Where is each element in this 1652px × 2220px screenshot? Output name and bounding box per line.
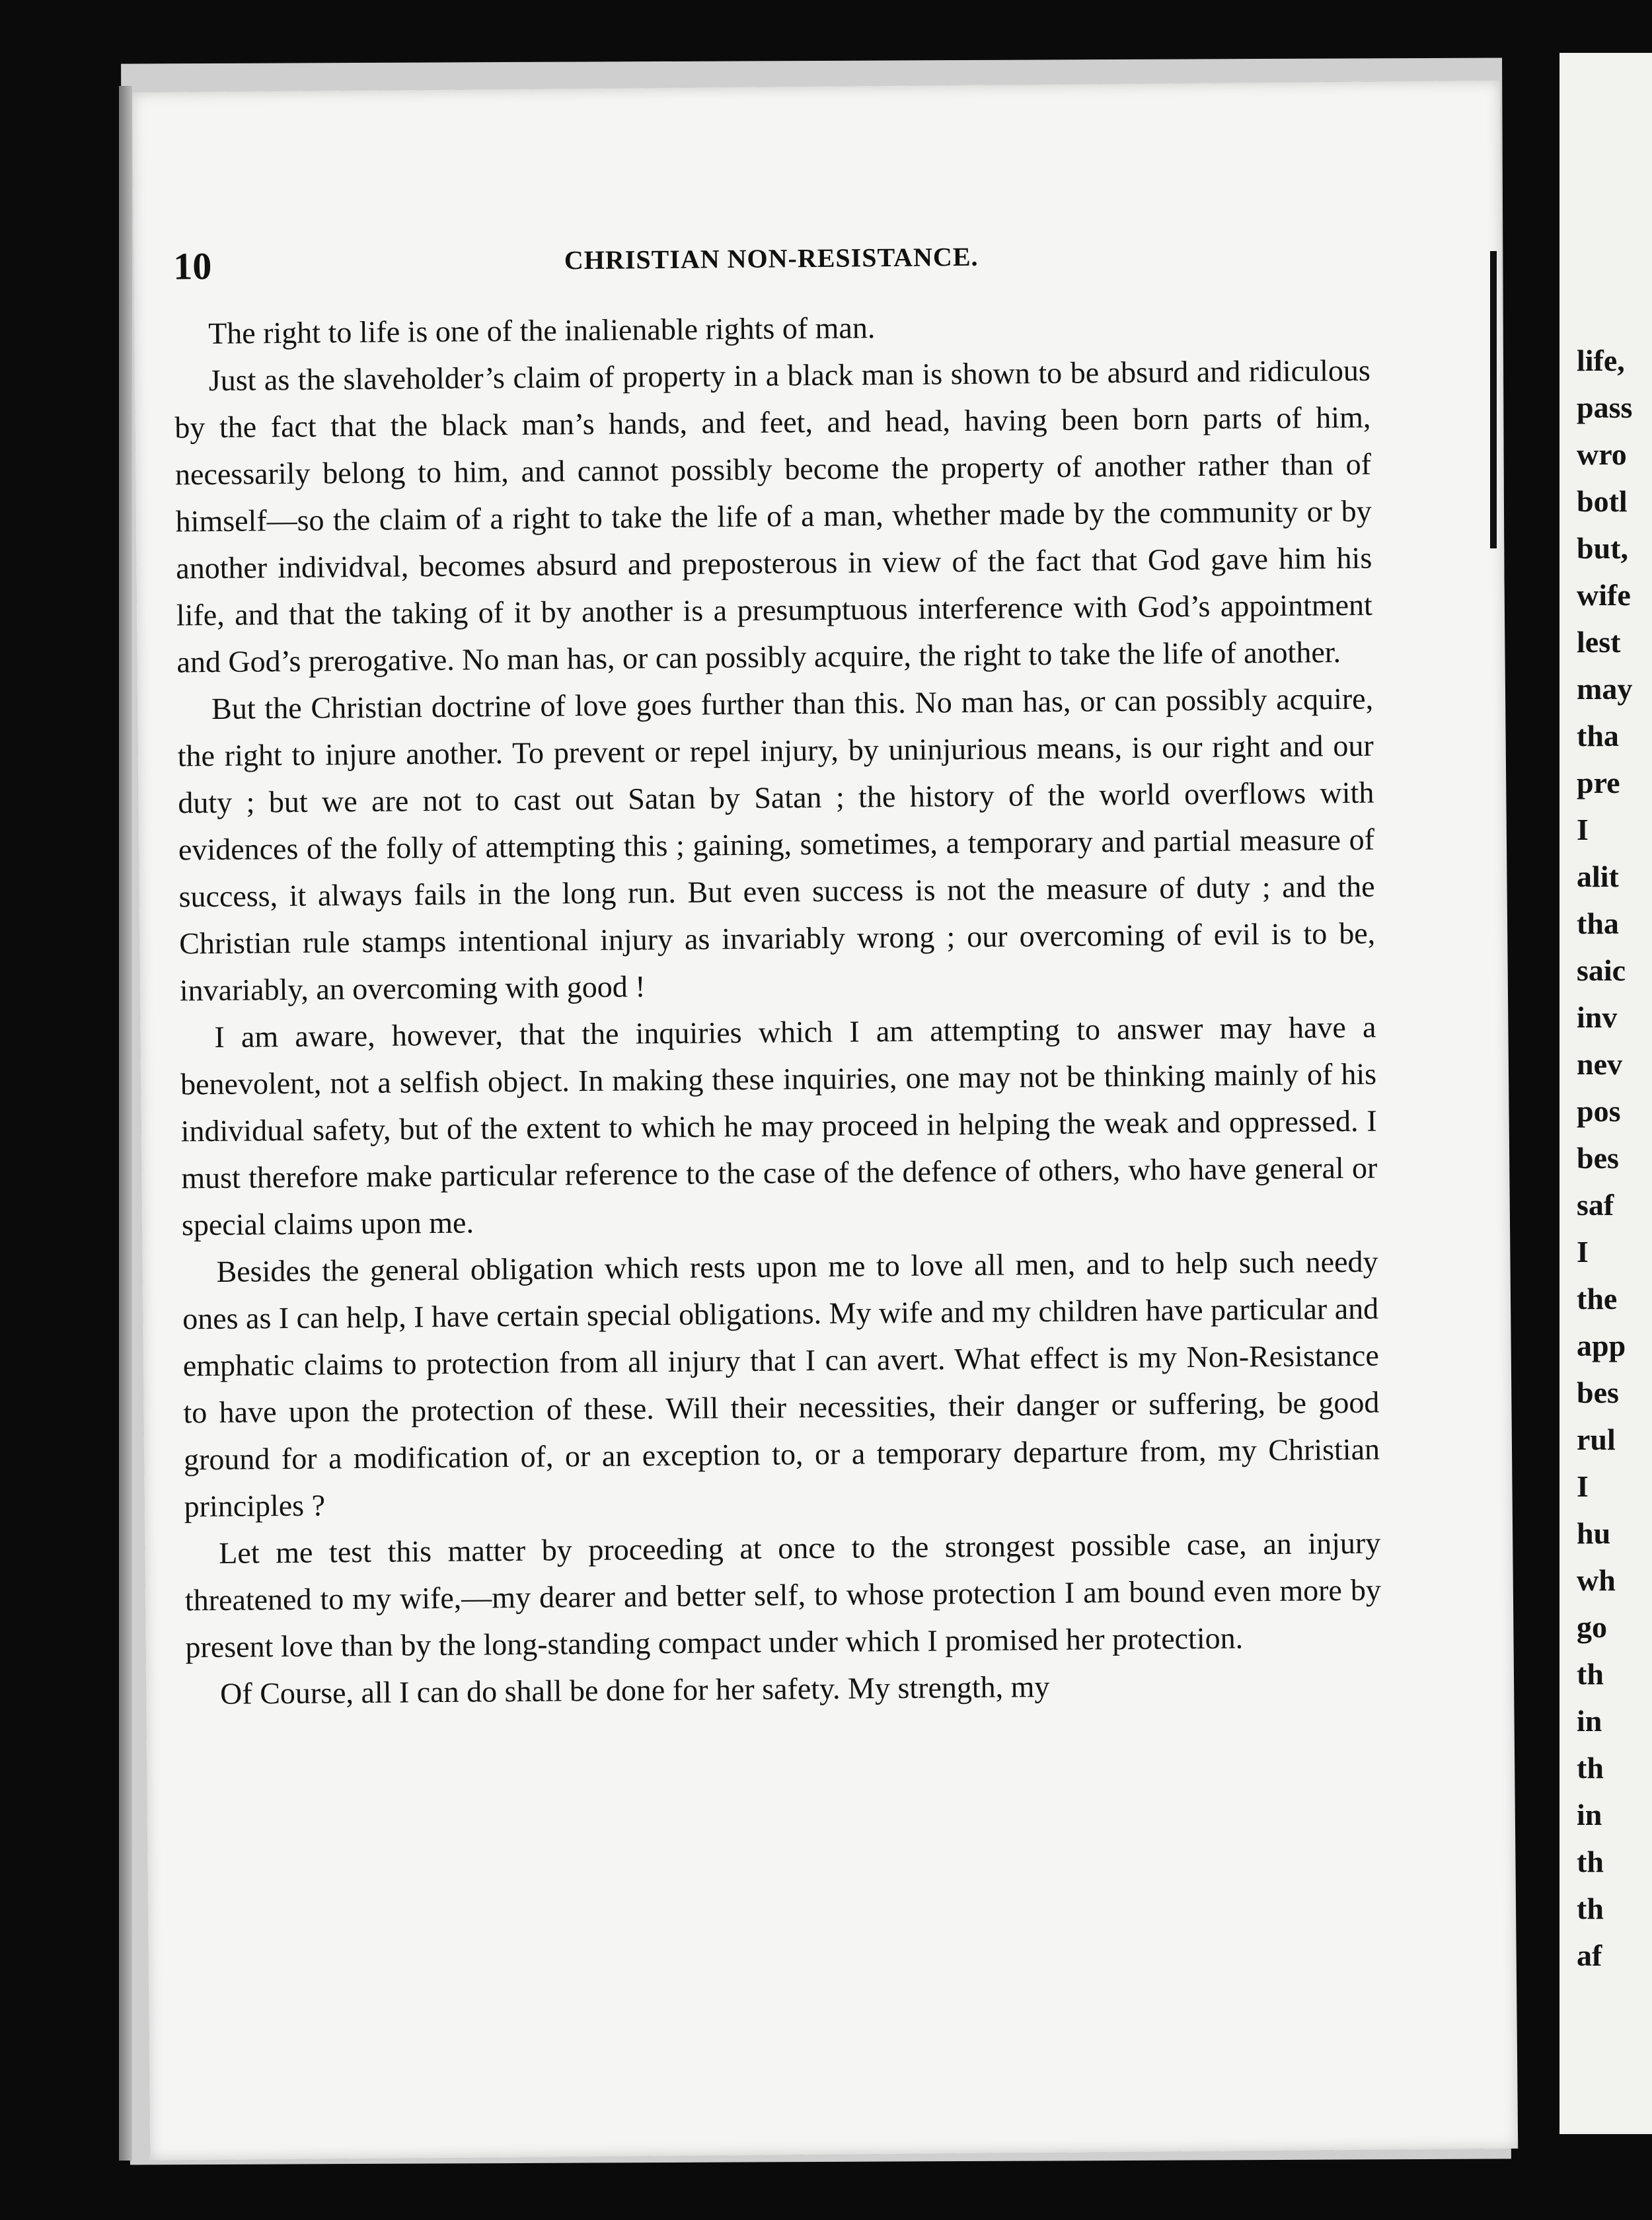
page-header <box>173 234 1370 297</box>
facing-fragment: in <box>1577 1798 1602 1832</box>
paragraph: The right to life is one of the inalienable rights of man. <box>207 311 876 351</box>
facing-fragment: the <box>1577 1282 1618 1315</box>
facing-fragment: wh <box>1577 1563 1616 1597</box>
paragraph: But the Christian doctrine of love goes further than this. No man has, or can possibly acquire, the right to injure another. To prevent or repel injury, by uninjurious means, is our right and our duty ; but we are not to cast out Satan by Satan ; the history of the world overflows with evidences of the folly of attempting this ; gaining, sometimes, a temporary and partial measure of success, it always fails in the long run. But even success is not the measure of duty ; and the Christian rule stamps intentional injury as invariably wrong ; our overcoming of evil is to be, invariably, an overcoming with good ! <box>177 681 1376 1008</box>
facing-fragment: may <box>1577 672 1633 706</box>
facing-fragment: wro <box>1577 437 1627 471</box>
running-title: CHRISTIAN NON-RESISTANCE. <box>564 241 979 276</box>
facing-fragment: app <box>1577 1329 1626 1362</box>
facing-fragment: saic <box>1577 953 1626 987</box>
facing-fragment: I <box>1577 813 1589 846</box>
facing-fragment: I <box>1577 1469 1589 1503</box>
facing-page <box>1559 53 1652 2134</box>
binding-mark <box>1490 251 1497 548</box>
facing-fragment: life, <box>1577 344 1625 377</box>
facing-fragment: bes <box>1577 1141 1619 1175</box>
facing-fragment: bes <box>1577 1376 1619 1409</box>
facing-page-text <box>1577 337 1632 1979</box>
facing-fragment: inv <box>1577 1000 1618 1034</box>
facing-fragment: th <box>1577 1892 1604 1925</box>
facing-fragment: tha <box>1577 719 1619 753</box>
facing-fragment: wife <box>1577 578 1631 612</box>
facing-fragment: saf <box>1577 1188 1614 1222</box>
facing-fragment: th <box>1577 1751 1604 1785</box>
body-text <box>174 300 1382 1718</box>
facing-fragment: botl <box>1577 484 1628 518</box>
facing-fragment: in <box>1577 1704 1602 1738</box>
facing-fragment: th <box>1577 1657 1604 1691</box>
book-page <box>132 81 1518 2161</box>
facing-fragment: lest <box>1577 625 1621 659</box>
facing-fragment: pos <box>1577 1094 1621 1128</box>
facing-fragment: pre <box>1577 766 1620 799</box>
facing-fragment: hu <box>1577 1516 1611 1550</box>
paragraph: Let me test this matter by proceeding at once to the strongest possible case, an injury threatened to my wife,—my dearer and better self, to whose protection I am bound even more by present love than by the long-standing compact under which I promised her protection. <box>184 1526 1382 1664</box>
facing-fragment: tha <box>1577 906 1619 940</box>
facing-fragment: th <box>1577 1845 1604 1878</box>
page-edge <box>119 86 132 2161</box>
paragraph: I am aware, however, that the inquiries which I am attempting to answer may have a benevolent, not a selfish object. In making these inquiries, one may not be thinking mainly of his individual safety, but of the extent to which he may proceed in helping the weak and oppressed. I must therefore make particular reference to the case of the defence of others, who have general or special claims upon me. <box>180 1010 1378 1242</box>
facing-fragment: nev <box>1577 1047 1622 1081</box>
facing-fragment: alit <box>1577 860 1619 893</box>
paragraph: Of Course, all I can do shall be done for her safety. My strength, my <box>219 1669 1050 1711</box>
facing-fragment: go <box>1577 1610 1607 1644</box>
facing-fragment: af <box>1577 1939 1602 1972</box>
facing-fragment: rul <box>1577 1423 1616 1456</box>
paragraph: Besides the general obligation which rests upon me to love all men, and to help such needy ones as I can help, I have certain special obligations. My wife and my children have particular and emphatic claims to protection from all injury that I can avert. What effect is my Non-Resistance to have upon the protection of these. Will their necessities, their danger or suffering, be good ground for a modification of, or an exception to, or a temporary departure from, my Christian principles ? <box>182 1244 1380 1524</box>
facing-fragment: I <box>1577 1235 1589 1269</box>
facing-fragment: pass <box>1577 390 1633 424</box>
facing-fragment: but, <box>1577 531 1628 565</box>
paragraph: Just as the slaveholder’s claim of property in a black man is shown to be absurd and ridiculous by the fact that the black man’s hands, and feet, and head, having been born parts of him, necessarily belong to him, and cannot possibly become the property of another rather than of himself—so the claim of a right to take the life of a man, whether made by the community or by another individval, becomes absurd and preposterous in view of the fact that God gave him his life, and that the taking of it by another is a presumptuous interference with God’s appointment and God’s prerogative. No man has, or can possibly acquire, the right to take the life of another. <box>174 353 1373 679</box>
page-number: 10 <box>173 244 212 288</box>
